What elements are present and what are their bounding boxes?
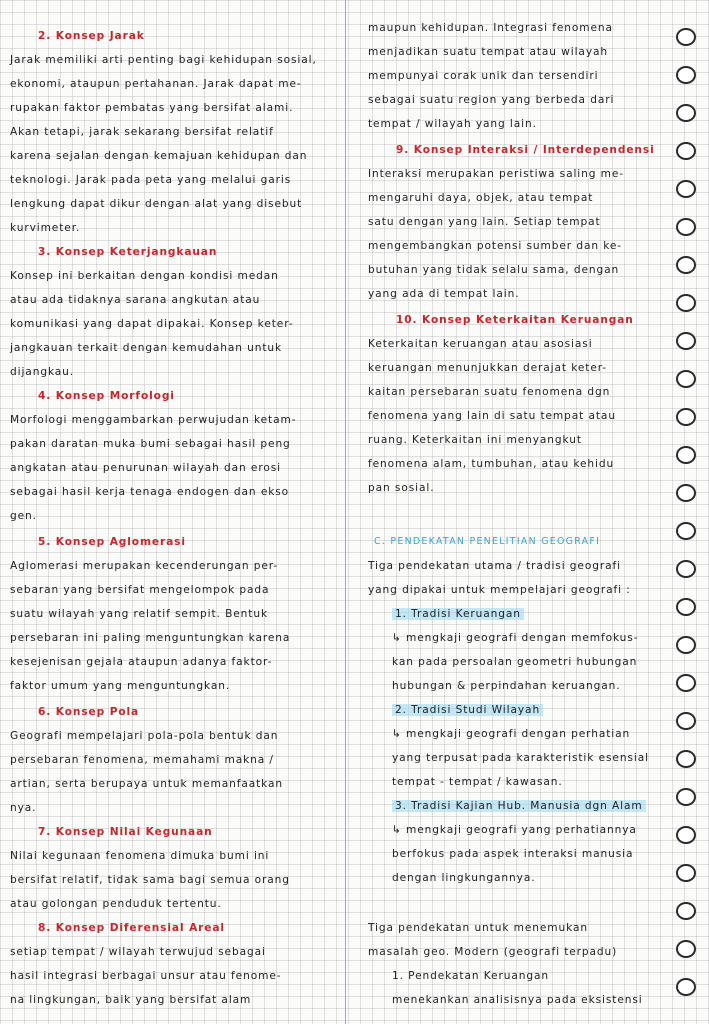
heading-aglomerasi: 5. Konsep Aglomerasi <box>38 536 186 548</box>
text-line: 1. Pendekatan Keruangan <box>392 970 549 982</box>
heading-pola: 6. Konsep Pola <box>38 706 140 718</box>
text-line: Geografi mempelajari pola-pola bentuk dan <box>10 730 279 742</box>
binder-hole <box>676 484 696 502</box>
binder-hole <box>676 446 696 464</box>
binder-hole <box>676 294 696 312</box>
text-line: mengaruhi daya, objek, atau tempat <box>368 192 594 204</box>
text-line: maupun kehidupan. Integrasi fenomena <box>368 22 613 34</box>
text-line: gen. <box>10 510 37 522</box>
text-line: keruangan menunjukkan derajat keter- <box>368 362 608 374</box>
binder-hole <box>676 256 696 274</box>
text-line: kurvimeter. <box>10 222 81 234</box>
text-line: lengkung dapat dikur dengan alat yang disebut <box>10 198 303 210</box>
text-line: mempunyai corak unik dan tersendiri <box>368 70 599 82</box>
text-line: faktor umum yang menguntungkan. <box>10 680 231 692</box>
binder-hole <box>676 408 696 426</box>
text-line: menekankan analisisnya pada eksistensi <box>392 994 643 1006</box>
text-line: setiap tempat / wilayah terwujud sebagai <box>10 946 266 958</box>
text-line: butuhan yang tidak selalu sama, dengan <box>368 264 620 276</box>
tradisi-studi-wilayah <box>392 703 543 717</box>
binder-hole <box>676 636 696 654</box>
text-line: tempat / wilayah yang lain. <box>368 118 537 130</box>
binder-hole <box>676 826 696 844</box>
text-line: fenomena yang lain di satu tempat atau <box>368 410 616 422</box>
text-line: Tiga pendekatan untuk menemukan <box>368 922 588 934</box>
binder-hole <box>676 674 696 692</box>
heading-diferensial-areal: 8. Konsep Diferensial Areal <box>38 922 225 934</box>
text-line: menjadikan suatu tempat atau wilayah <box>368 46 609 58</box>
binder-hole <box>676 750 696 768</box>
binder-hole <box>676 978 696 996</box>
text-line: yang dipakai untuk mempelajari geografi : <box>368 584 631 596</box>
text-line: kaitan persebaran suatu fenomena dgn <box>368 386 611 398</box>
binder-hole <box>676 332 696 350</box>
text-line: ↳ mengkaji geografi dengan memfokus- <box>392 632 639 644</box>
text-line: na lingkungan, baik yang bersifat alam <box>10 994 252 1006</box>
binder-hole <box>676 522 696 540</box>
binder-hole <box>676 598 696 616</box>
text-line: ekonomi, ataupun pertahanan. Jarak dapat me- <box>10 78 302 90</box>
text-line: hasil integrasi berbagai unsur atau fenome- <box>10 970 282 982</box>
text-line: ↳ mengkaji geografi yang perhatiannya <box>392 824 637 836</box>
binder-hole <box>676 28 696 46</box>
text-line: sebaran yang bersifat mengelompok pada <box>10 584 270 596</box>
text-line: angkatan atau penurunan wilayah dan erosi <box>10 462 282 474</box>
text-line: fenomena alam, tumbuhan, atau kehidu <box>368 458 615 470</box>
text-line: suatu wilayah yang relatif sempit. Bentuk <box>10 608 268 620</box>
text-line: kesejenisan gejala ataupun adanya faktor- <box>10 656 273 668</box>
binder-hole <box>676 864 696 882</box>
text-line: karena sejalan dengan kemajuan kehidupan dan <box>10 150 308 162</box>
text-line: Morfologi menggambarkan perwujudan ketam- <box>10 414 297 426</box>
text-line: artian, serta berupaya untuk memanfaatkan <box>10 778 284 790</box>
text-line: nya. <box>10 802 37 814</box>
binder-hole <box>676 902 696 920</box>
text-line: persebaran ini paling menguntungkan karena <box>10 632 291 644</box>
text-line: yang terpusat pada karakteristik esensial <box>392 752 649 764</box>
text-line: yang ada di tempat lain. <box>368 288 520 300</box>
binder-hole <box>676 180 696 198</box>
text-line: Keterkaitan keruangan atau asosiasi <box>368 338 593 350</box>
heading-keterkaitan-keruangan: 10. Konsep Keterkaitan Keruangan <box>396 314 634 326</box>
text-line: sebagai suatu region yang berbeda dari <box>368 94 615 106</box>
text-line: berfokus pada aspek interaksi manusia <box>392 848 634 860</box>
text-line: dengan lingkungannya. <box>392 872 536 884</box>
text-line: Nilai kegunaan fenomena dimuka bumi ini <box>10 850 270 862</box>
text-line: pan sosial. <box>368 482 435 494</box>
text-line: Aglomerasi merupakan kecenderungan per- <box>10 560 279 572</box>
text-line: Jarak memiliki arti penting bagi kehidupan sosial, <box>10 54 317 66</box>
text-line: satu dengan yang lain. Setiap tempat <box>368 216 601 228</box>
text-line: pakan daratan muka bumi sebagai hasil peng <box>10 438 291 450</box>
binder-holes <box>676 0 706 1024</box>
text-line: bersifat relatif, tidak sama bagi semua orang <box>10 874 290 886</box>
text-line: ruang. Keterkaitan ini menyangkut <box>368 434 582 446</box>
text-line: teknologi. Jarak pada peta yang melalui garis <box>10 174 292 186</box>
text-line: Interaksi merupakan peristiwa saling me- <box>368 168 625 180</box>
heading-interaksi: 9. Konsep Interaksi / Interdependensi <box>396 144 655 156</box>
tradisi-kajian <box>392 799 646 813</box>
column-divider <box>345 0 346 1024</box>
binder-hole <box>676 218 696 236</box>
text-line: atau ada tidaknya sarana angkutan atau <box>10 294 261 306</box>
heading-morfologi: 4. Konsep Morfologi <box>38 390 175 402</box>
binder-hole <box>676 788 696 806</box>
heading-nilai-kegunaan: 7. Konsep Nilai Kegunaan <box>38 826 213 838</box>
text-line: sebagai hasil kerja tenaga endogen dan ekso <box>10 486 290 498</box>
text-line: atau golongan penduduk tertentu. <box>10 898 222 910</box>
tradisi-keruangan <box>392 607 524 621</box>
heading-keterjangkauan: 3. Konsep Keterjangkauan <box>38 246 218 258</box>
text-line: persebaran fenomena, memahami makna / <box>10 754 274 766</box>
highlight: 3. Tradisi Kajian Hub. Manusia dgn Alam <box>392 800 646 812</box>
binder-hole <box>676 104 696 122</box>
text-line: mengembangkan potensi sumber dan ke- <box>368 240 623 252</box>
text-line: rupakan faktor pembatas yang bersifat alami. <box>10 102 294 114</box>
binder-hole <box>676 66 696 84</box>
binder-hole <box>676 142 696 160</box>
text-line: Tiga pendekatan utama / tradisi geografi <box>368 560 621 572</box>
binder-hole <box>676 560 696 578</box>
text-line: Konsep ini berkaitan dengan kondisi medan <box>10 270 279 282</box>
text-line: dijangkau. <box>10 366 75 378</box>
text-line: komunikasi yang dapat dipakai. Konsep keter- <box>10 318 294 330</box>
heading-jarak: 2. Konsep Jarak <box>38 30 145 42</box>
text-line: ↳ mengkaji geografi dengan perhatian <box>392 728 631 740</box>
highlight: 1. Tradisi Keruangan <box>392 608 524 620</box>
text-line: masalah geo. Modern (geografi terpadu) <box>368 946 618 958</box>
binder-hole <box>676 940 696 958</box>
binder-hole <box>676 712 696 730</box>
section-heading-pendekatan: C. PENDEKATAN PENELITIAN GEOGRAFI <box>374 536 601 547</box>
text-line: hubungan & perpindahan keruangan. <box>392 680 621 692</box>
text-line: tempat - tempat / kawasan. <box>392 776 563 788</box>
text-line: jangkauan terkait dengan kemudahan untuk <box>10 342 283 354</box>
highlight: 2. Tradisi Studi Wilayah <box>392 704 543 716</box>
text-line: kan pada persoalan geometri hubungan <box>392 656 638 668</box>
binder-hole <box>676 370 696 388</box>
text-line: Akan tetapi, jarak sekarang bersifat relatif <box>10 126 274 138</box>
